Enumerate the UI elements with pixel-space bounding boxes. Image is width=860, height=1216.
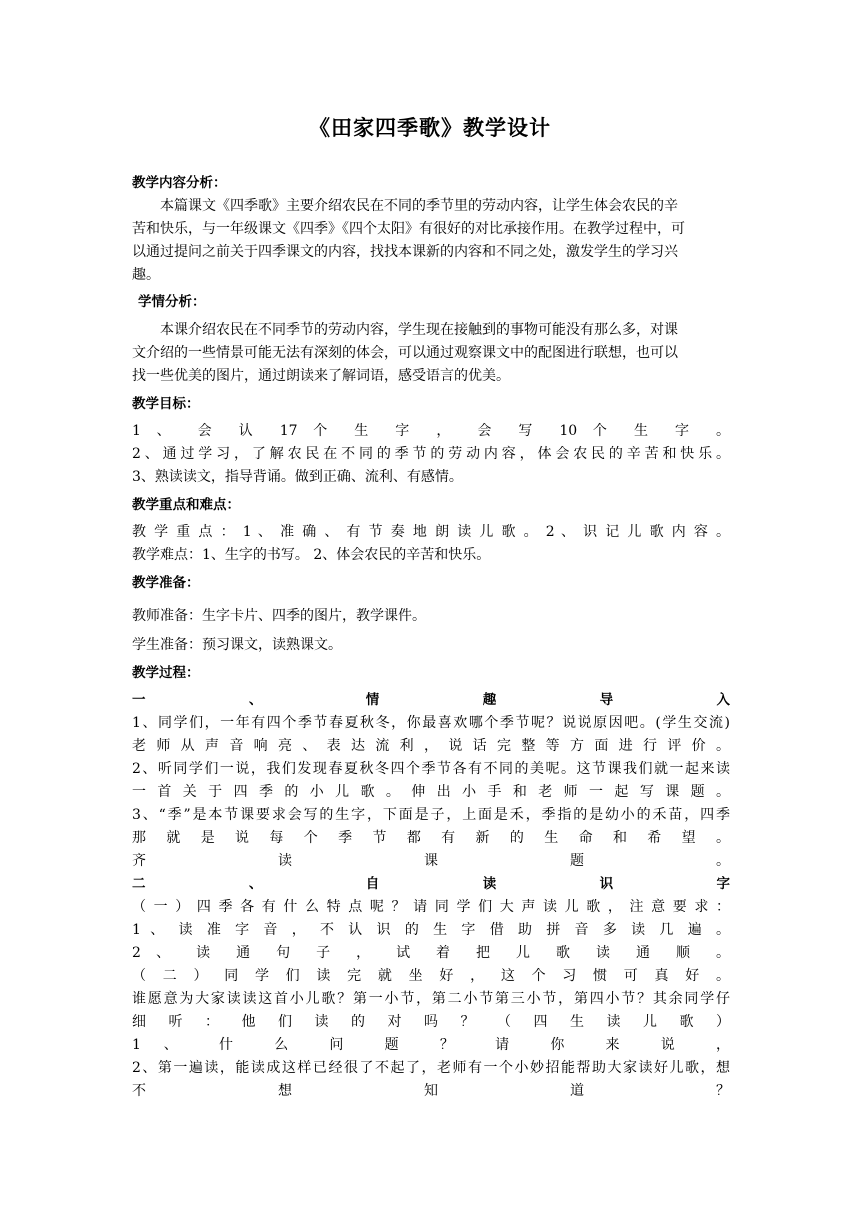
process-line: 那 就 是 说 每 个 季 节 都 有 新 的 生 命 和 希 望 。 <box>132 830 730 846</box>
learner-analysis-line-2: 文介绍的一些情景可能无法有深刻的体会，可以通过观察课文中的配图进行联想，也可以 <box>132 345 678 361</box>
key-line-2: 教学难点：1、生字的书写。 2、体会农民的辛苦和快乐。 <box>132 547 491 563</box>
process-line: 谁愿意为大家读读这首小儿歌？第一小节，第二小节第三小节，第四小节？其余同学仔 <box>132 991 730 1007</box>
content-analysis-line-1: 本篇课文《四季歌》主要介绍农民在不同的季节里的劳动内容，让学生体会农民的辛 <box>160 198 678 214</box>
prep-student: 学生准备：预习课文，读熟课文。 <box>132 637 342 653</box>
process-line: （ 一 ） 四 季 各 有 什 么 特 点 呢 ？ 请 同 学 们 大 声 读 儿 歌 ， 注 意 要 求 ： <box>132 899 730 915</box>
goals-line-2: 2、通过学习，了解农民在不同的季节的劳动内容，体会农民的辛苦和快乐。 <box>132 446 730 462</box>
process-line: 2、第一遍读，能读成这样已经很了不起了，老师有一个小妙招能帮助大家读好儿歌，想 <box>132 1060 730 1076</box>
prep-heading: 教学准备： <box>132 575 200 591</box>
process-line: 一 、 情 趣 导 入 <box>132 692 730 708</box>
process-line: 2、听同学们一说，我们发现春夏秋冬四个季节各有不同的美呢。这节课我们就一起来读 <box>132 761 730 777</box>
process-line: 1、同学们，一年有四个季节春夏秋冬，你最喜欢哪个季节呢？说说原因吧。(学生交流) <box>132 715 730 731</box>
prep-teacher: 教师准备：生字卡片、四季的图片，教学课件。 <box>132 608 426 624</box>
process-line: （ 二 ） 同 学 们 读 完 就 坐 好 ， 这 个 习 惯 可 真 好 。 <box>132 968 730 984</box>
learner-analysis-line-1: 本课介绍农民在不同季节的劳动内容，学生现在接触到的事物可能没有那么多，对课 <box>160 322 678 338</box>
process-line: 3、“季”是本节课要求会写的生字，下面是子，上面是禾，季指的是幼小的禾苗，四季 <box>132 807 730 823</box>
learner-analysis-line-3: 找一些优美的图片，通过朗读来了解词语，感受语言的优美。 <box>132 368 510 384</box>
content-analysis-line-3: 以通过提问之前关于四季课文的内容，找找本课新的内容和不同之处，激发学生的学习兴 <box>132 244 678 260</box>
process-line: 1 、 什 么 问 题 ？ 请 你 来 说 ， <box>132 1037 730 1053</box>
process-line: 一 首 关 于 四 季 的 小 儿 歌 。 伸 出 小 手 和 老 师 一 起 写 课 题 。 <box>132 784 730 800</box>
content-analysis-heading: 教学内容分析： <box>132 175 227 191</box>
content-analysis-line-2: 苦和快乐，与一年级课文《四季》《四个太阳》有很好的对比承接作用。在教学过程中，可 <box>132 221 685 237</box>
page-title: 《田家四季歌》教学设计 <box>309 115 551 140</box>
process-heading: 教学过程： <box>132 665 200 681</box>
learner-analysis-heading: 学情分析： <box>138 294 206 310</box>
content-analysis-line-4: 趣。 <box>132 267 160 283</box>
goals-heading: 教学目标： <box>132 396 200 412</box>
key-line-1: 教 学 重 点 ： 1 、 准 确 、 有 节 奏 地 朗 读 儿 歌 。 2 、 识 记 儿 歌 内 容 。 <box>132 524 730 540</box>
process-line: 1 、 读 准 字 音 ， 不 认 识 的 生 字 借 助 拼 音 多 读 几 遍 。 <box>132 922 730 938</box>
process-line: 细 听 ： 他 们 读 的 对 吗 ？ （ 四 生 读 儿 歌 ） <box>132 1014 730 1030</box>
process-line: 二 、 自 读 识 字 <box>132 876 730 892</box>
goals-line-3: 3、熟读读文，指导背诵。做到正确、流利、有感情。 <box>132 469 463 485</box>
process-line: 不 想 知 道 ？ <box>132 1083 730 1099</box>
key-difficulty-heading: 教学重点和难点： <box>132 497 240 513</box>
process-line: 老 师 从 声 音 响 亮 、 表 达 流 利 ， 说 话 完 整 等 方 面 进 行 评 价 。 <box>132 738 730 754</box>
process-line: 齐 读 课 题 。 <box>132 853 730 869</box>
goals-line-1: 1 、 会 认 17 个 生 字 ， 会 写 10 个 生 字 。 <box>132 423 730 439</box>
process-line: 2 、 读 通 句 子 ， 试 着 把 儿 歌 读 通 顺 。 <box>132 945 730 961</box>
